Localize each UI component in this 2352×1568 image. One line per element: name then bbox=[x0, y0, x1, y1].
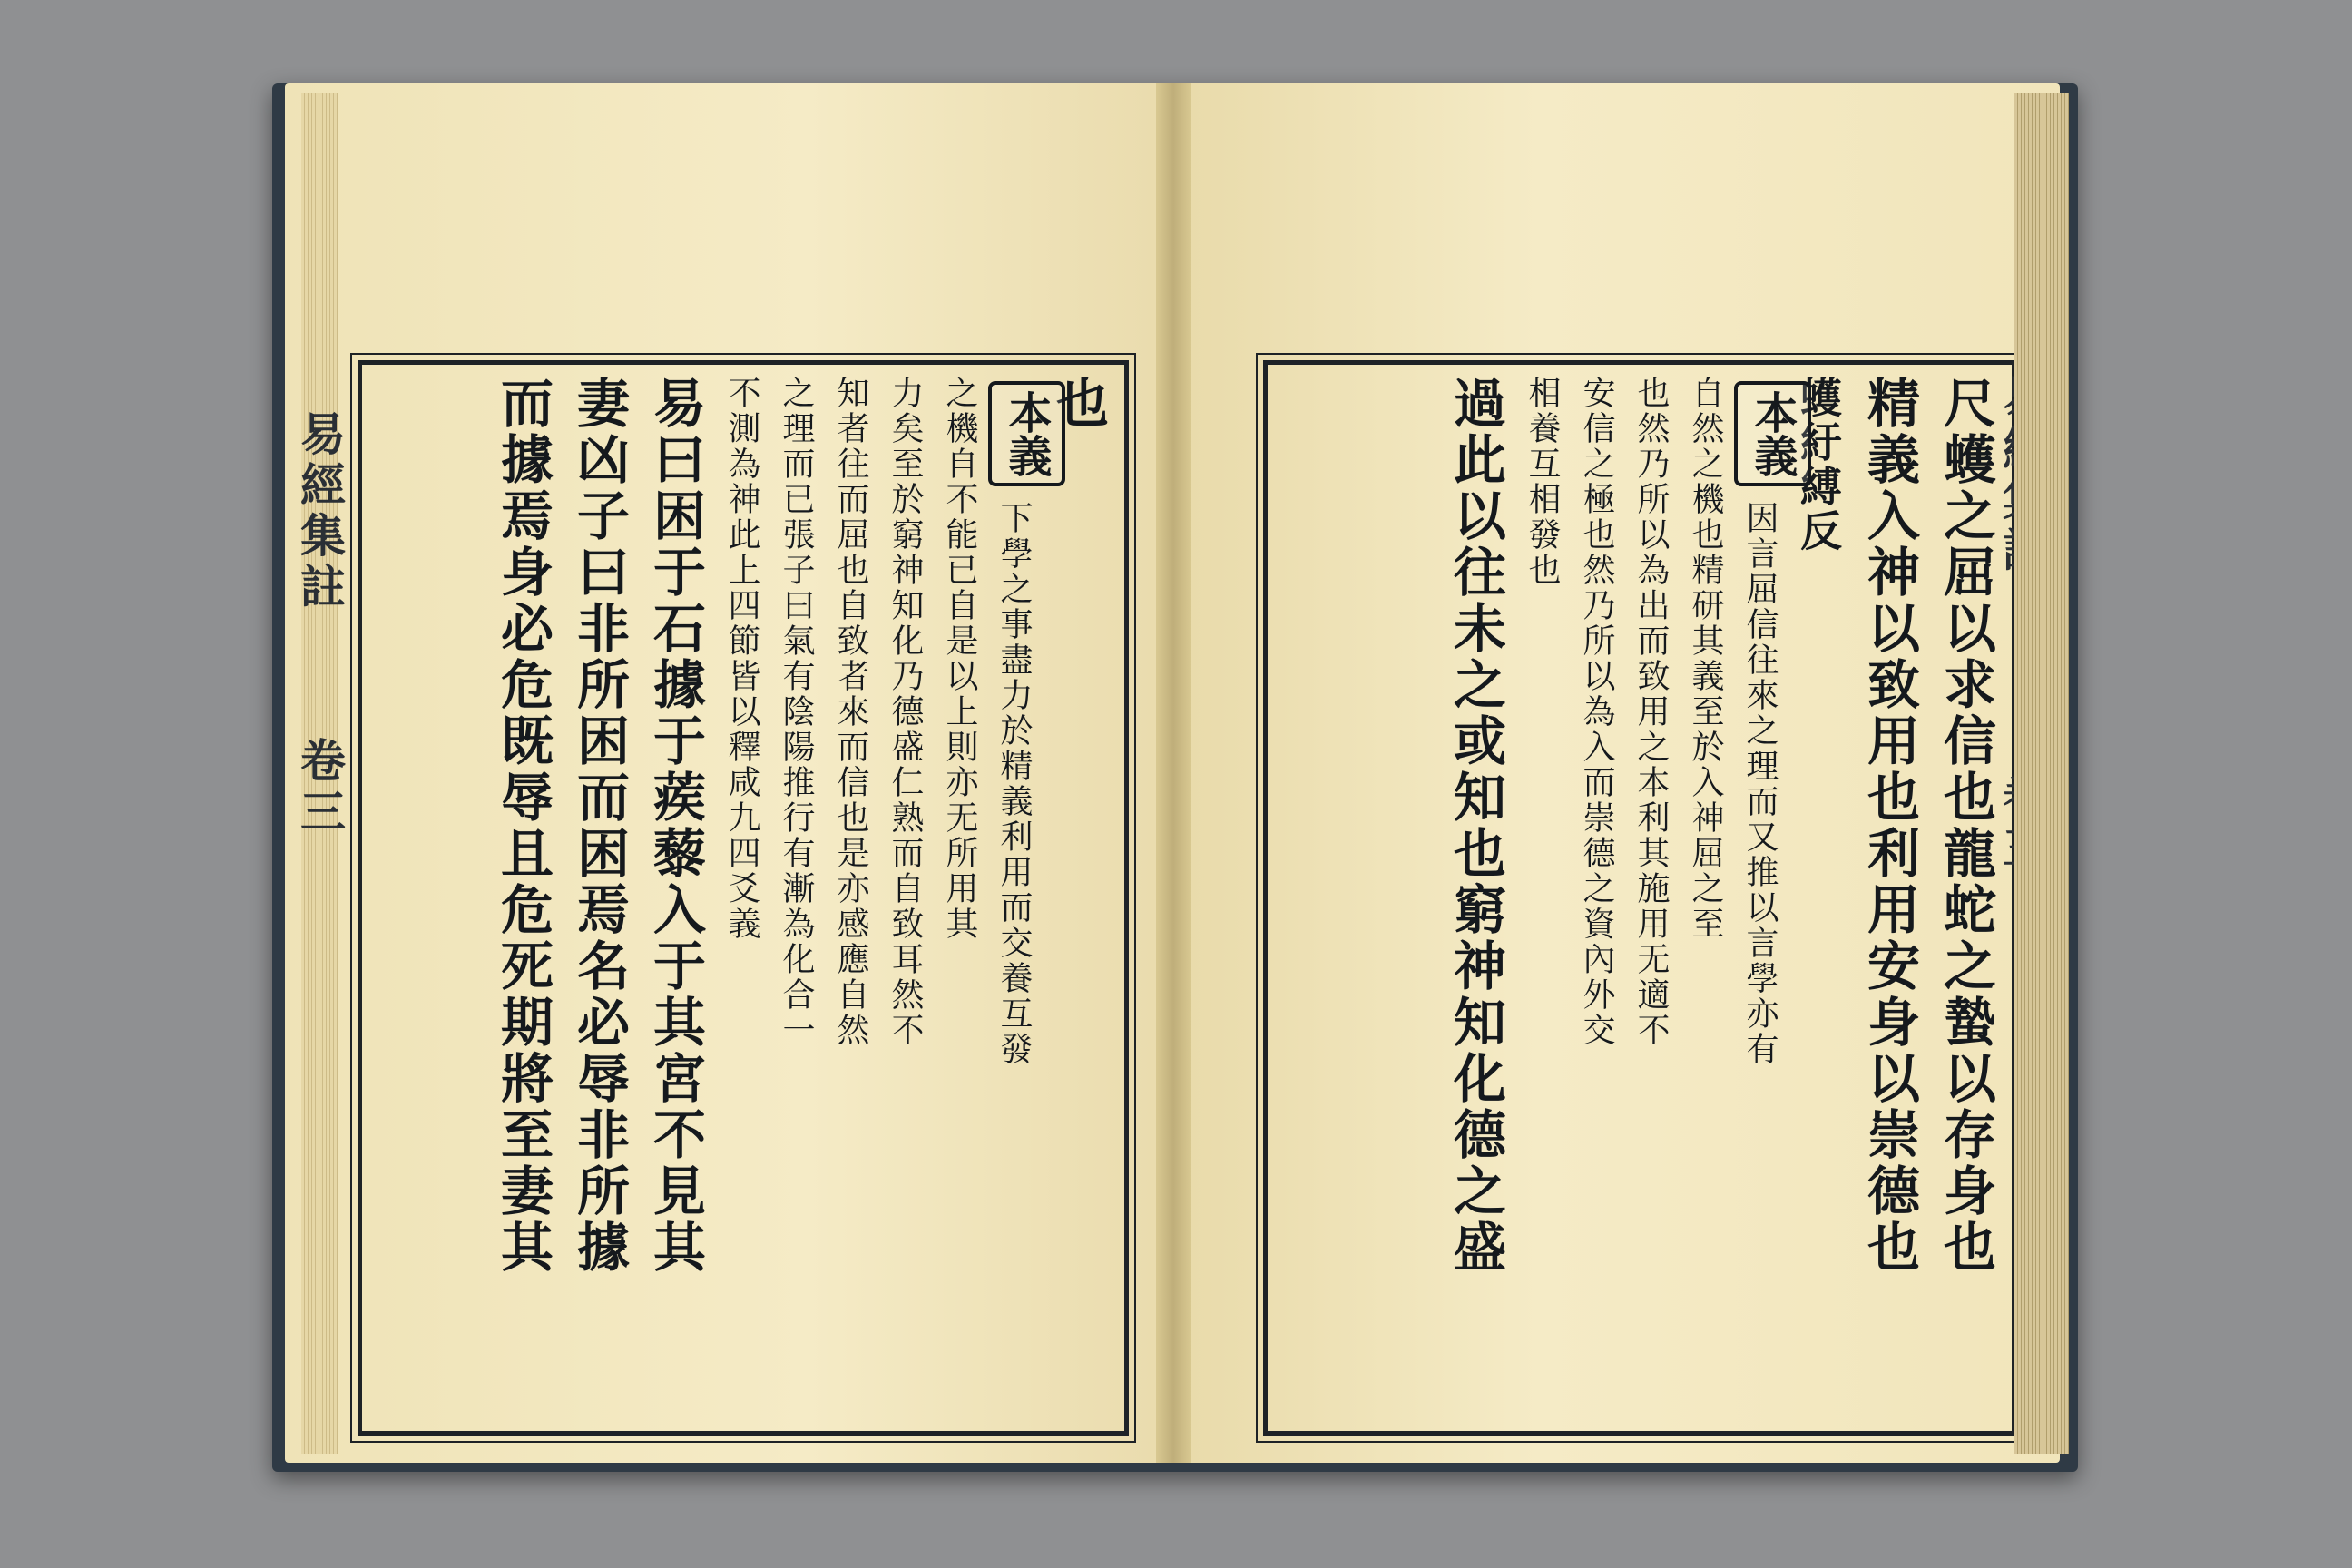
text-column: 相養互相發也 bbox=[1524, 376, 1561, 588]
text-column: 也 bbox=[1047, 376, 1109, 432]
right-text-frame bbox=[1263, 360, 2016, 1436]
commentary-badge: 本義 bbox=[988, 381, 1065, 486]
right-page bbox=[1191, 83, 2060, 1463]
text-column: 知者往而屈也自致者來而信也是亦感應自然 bbox=[832, 376, 869, 1048]
left-page bbox=[285, 83, 1156, 1463]
text-column: 力矣至於窮神知化乃德盛仁熟而自致耳然不 bbox=[887, 376, 924, 1048]
text-column: 不測為神此上四節皆以釋咸九四爻義 bbox=[723, 376, 760, 942]
text-column: 而據焉身必危既辱且危死期將至妻其 bbox=[492, 376, 554, 1276]
right-page-edge bbox=[2014, 93, 2069, 1454]
text-column: 也然乃所以為出而致用之本利其施用无適不 bbox=[1632, 376, 1670, 1048]
left-margin-volume: 卷三 bbox=[293, 737, 347, 838]
left-margin-title: 易經集註 bbox=[293, 410, 347, 613]
book-gutter bbox=[1156, 83, 1191, 1463]
text-column: 精義入神以致用也利用安身以崇德也 bbox=[1858, 376, 1920, 1276]
text-column: 蠖紆縛反 bbox=[1794, 376, 1843, 554]
text-column: 之理而已張子曰氣有陰陽推行有漸為化合一 bbox=[778, 376, 815, 1048]
text-column: 妻凶子曰非所困而困焉名必辱非所據 bbox=[568, 376, 630, 1276]
text-column: 尺蠖之屈以求信也龍蛇之蟄以存身也 bbox=[1935, 376, 1996, 1276]
text-column: 過此以往未之或知也窮神知化德之盛 bbox=[1445, 376, 1506, 1276]
open-book bbox=[272, 83, 2078, 1472]
text-column: 易曰困于石據于蒺藜入于其宮不見其 bbox=[644, 376, 706, 1276]
text-column: 之機自不能已自是以上則亦无所用其 bbox=[941, 376, 978, 942]
text-column: 自然之機也精研其義至於入神屈之至 bbox=[1687, 376, 1724, 942]
text-column: 因言屈信往來之理而又推以言學亦有 bbox=[1741, 501, 1779, 1067]
text-column: 安信之極也然乃所以為入而崇德之資內外交 bbox=[1578, 376, 1615, 1048]
commentary-badge: 本義 bbox=[1734, 381, 1811, 486]
left-text-frame bbox=[358, 360, 1129, 1436]
text-column: 下學之事盡力於精義利用而交養互發 bbox=[995, 501, 1033, 1067]
